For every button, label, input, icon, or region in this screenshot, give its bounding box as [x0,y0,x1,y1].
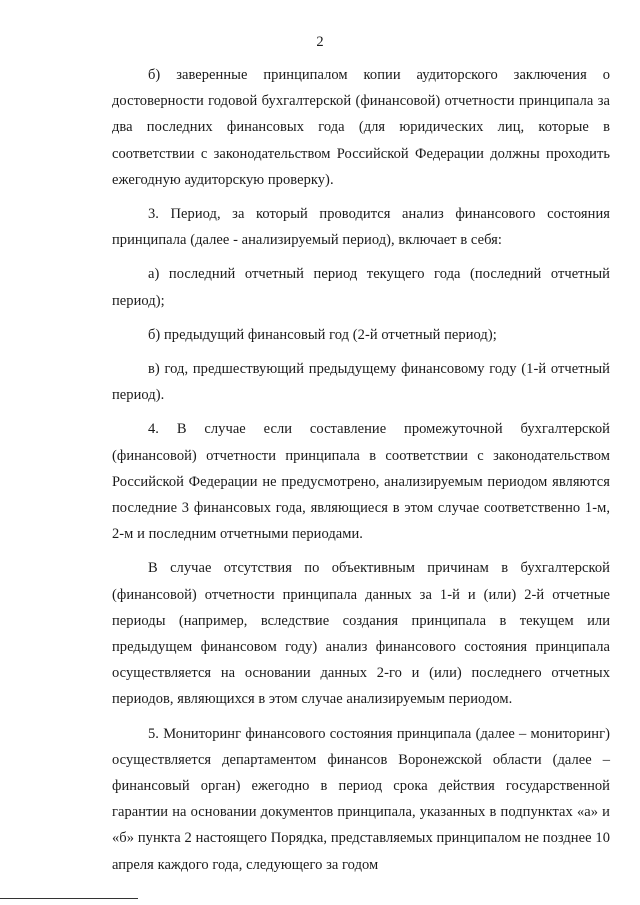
paragraph-audit-copies: б) заверенные принципалом копии аудиторского заключения о достоверности годовой бухгалтерской (финансовой) отчетности принципала за два последних финансовых года (для юридических лиц, которые в соответствии с законодательством Российской Федерации должны проходить ежегодную аудиторскую проверку). [112,67,610,188]
paragraph-interim-reporting: 4. В случае если составление промежуточной бухгалтерской (финансовой) отчетности принципала в соответствии с законодательством Российской Федерации не предусмотрено, анализируемым периодом являются последние 3 финансовых года, являющиеся в этом случае соответственно 1-м, 2-м и последним отчетными периодами. [112,421,610,543]
paragraph-period-item-a: а) последний отчетный период текущего года (последний отчетный период); [112,266,610,309]
paragraph-period-item-b: б) предыдущий финансовый год (2-й отчетный период); [148,326,497,343]
paragraph-monitoring: 5. Мониторинг финансового состояния принципала (далее – мониторинг) осуществляется департаментом финансов Воронежской области (далее – финансовый орган) ежегодно в период срока действия государственной гарантии на основании документов принципала, указанных в подпунктах «а» и «б» пункта 2 настоящего Порядка, представляемых принципалом не позднее 10 апреля каждого года, следующего за годом [112,725,610,873]
paragraph-analysis-period: 3. Период, за который проводится анализ финансового состояния принципала (далее - анализируемый период), включает в себя: [112,206,610,249]
document-body [112,62,610,886]
page-number: 2 [316,34,324,50]
paragraph-period-item-c: в) год, предшествующий предыдущему финансовому году (1-й отчетный период). [112,361,610,404]
paragraph-missing-data: В случае отсутствия по объективным причинам в бухгалтерской (финансовой) отчетности принципала данных за 1-й и (или) 2-й отчетные периоды (например, вследствие создания принципала в текущем или предыдущем финансовом году) анализ финансового состояния принципала осуществляется на основании данных 2-го и (или) последнего отчетных периодов, являющихся в этом случае анализируемым периодом. [112,560,610,708]
footnote-divider [0,898,138,899]
